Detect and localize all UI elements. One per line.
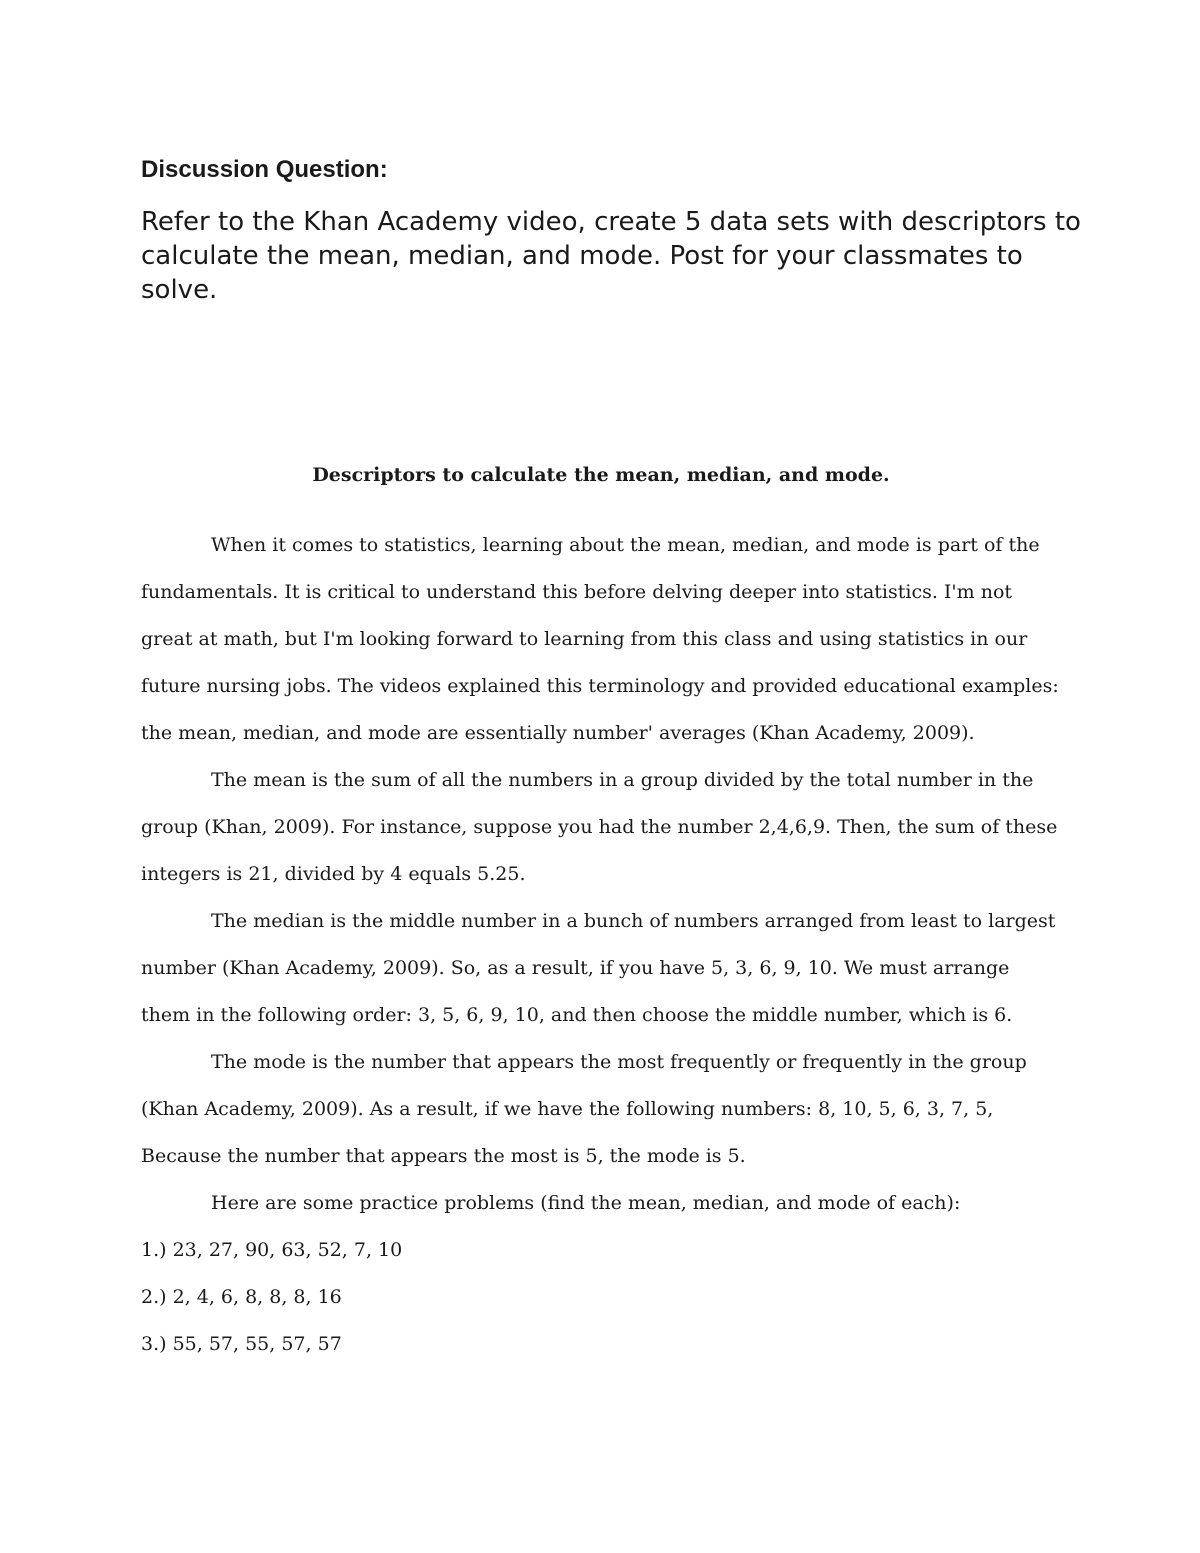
paragraph-introduction: When it comes to statistics, learning about the mean, median, and mode is part of the fundamentals. It is critical to understand this before delving deeper into statistics. I'm not great at math, but I'm looking forward to learning from this class and using statistics in our future nursing jobs. The videos explained this terminology and provided educational examples: the mean, median, and mode are essentially number' averages (Khan Academy, 2009). bbox=[141, 534, 1059, 744]
essay-body bbox=[141, 452, 1061, 1368]
paragraph-median: The median is the middle number in a bunch of numbers arranged from least to largest number (Khan Academy, 2009). So, as a result, if you have 5, 3, 6, 9, 10. We must arrange them in the following order: 3, 5, 6, 9, 10, and then choose the middle number, which is 6. bbox=[141, 910, 1056, 1026]
practice-problem: 3.) 55, 57, 55, 57, 57 bbox=[141, 1333, 342, 1355]
essay-title: Descriptors to calculate the mean, median, and mode. bbox=[312, 464, 890, 486]
practice-problem: 2.) 2, 4, 6, 8, 8, 8, 16 bbox=[141, 1286, 342, 1308]
paragraph-mode: The mode is the number that appears the most frequently or frequently in the group (Khan Academy, 2009). As a result, if we have the following numbers: 8, 10, 5, 6, 3, 7, 5, Because the number that appears the most is 5, the mode is 5. bbox=[141, 1051, 1027, 1167]
discussion-question-prompt: Refer to the Khan Academy video, create 5 data sets with descriptors to calculate the mean, median, and mode. Post for your classmates to solve. bbox=[141, 207, 1081, 305]
practice-problem-list bbox=[141, 1227, 1061, 1368]
paragraph-mean: The mean is the sum of all the numbers in a group divided by the total number in the group (Khan, 2009). For instance, suppose you had the number 2,4,6,9. Then, the sum of these integers is 21, divided by 4 equals 5.25. bbox=[141, 769, 1058, 885]
practice-intro: Here are some practice problems (find the mean, median, and mode of each): bbox=[211, 1192, 961, 1214]
discussion-question-label: Discussion Question: bbox=[141, 156, 388, 183]
practice-problem: 1.) 23, 27, 90, 63, 52, 7, 10 bbox=[141, 1239, 403, 1261]
